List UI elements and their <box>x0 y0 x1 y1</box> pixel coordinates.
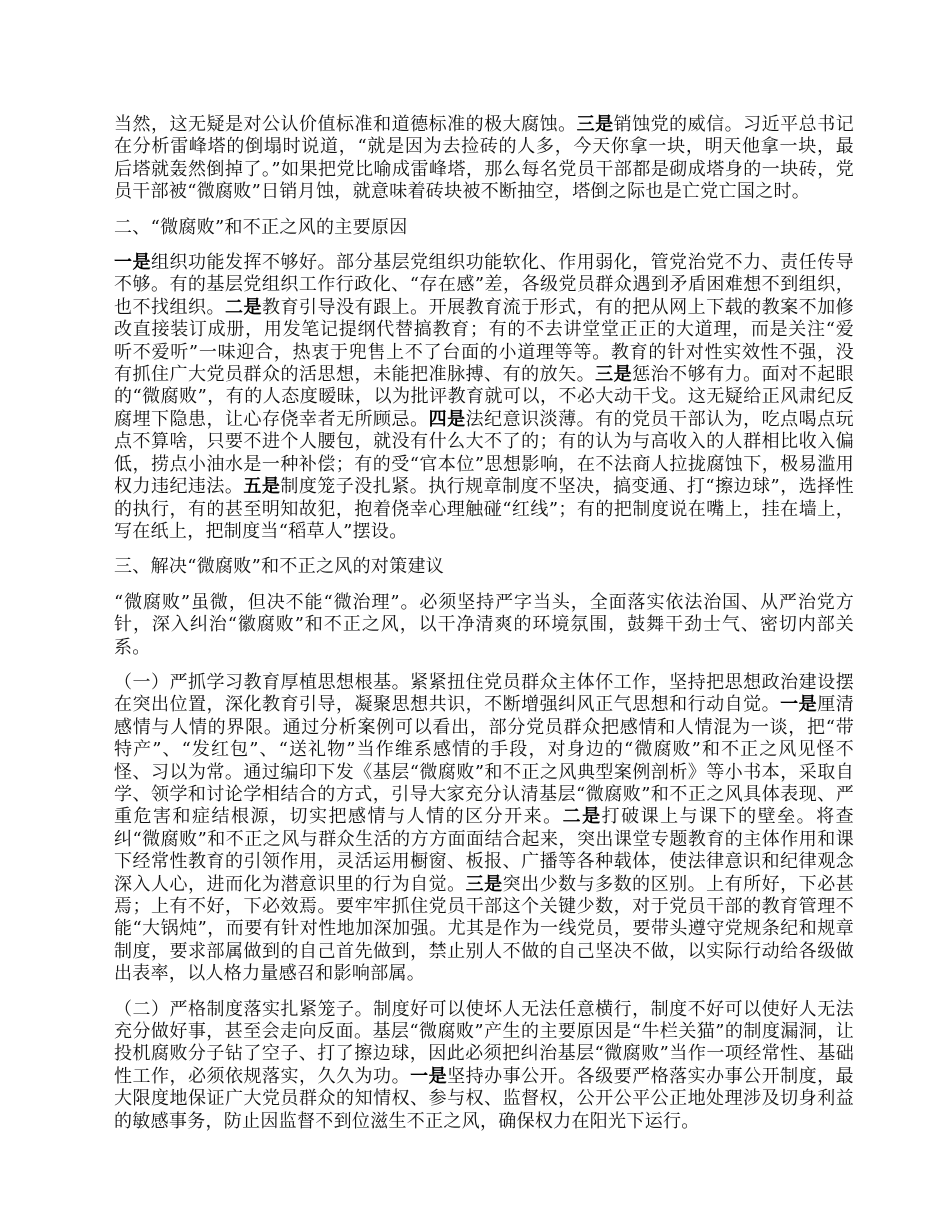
paragraph-countermeasures-intro <box>114 592 854 659</box>
bold-marker: 三是 <box>576 114 614 135</box>
text-run: 坚持办事公开。各级要严格落实办事公开制度，最大限度地保证广大党员群众的知情权、参与权、监督权，公开公平公正地处理涉及切身利益的敏感事务，防止因监督不到位滋生不正之风，确保权力在阳光下运行。 <box>114 1065 854 1132</box>
bold-marker: 一是 <box>114 252 152 274</box>
bold-marker: 五是 <box>243 476 281 498</box>
document-page <box>114 114 854 1146</box>
text-run: （一）严抓学习教育厚植思想根基。紧紧扭住党员群众主体伓工作，坚持把思想政治建设摆在突出位置，深化教育引导，凝聚思想共识，不断增强纠风正气思想和行动自觉。 <box>114 671 854 716</box>
bold-marker: 三是 <box>465 873 503 895</box>
section-heading-causes <box>114 217 854 239</box>
paragraph-education <box>114 672 854 986</box>
text-run: “微腐败”虽微，但决不能“微治理”。必须坚持严字当头，全面落实依法治国、从严治党方针，深入纠治“徽腐败”和不正之风，以干净清爽的环境氛围，鼓舞干劲士气、密切内部关系。 <box>114 591 854 658</box>
bold-marker: 二是 <box>562 806 602 828</box>
bold-marker: 二是 <box>225 296 263 318</box>
section-heading-countermeasures <box>114 556 854 578</box>
text-run: 销蚀党的威信。习近平总书记在分析雷峰塔的倒塌时说道，“就是因为去捡砖的人多，今天你拿一块，明天他拿一块，最后塔就轰然倒掉了。”如果把党比喻成雷峰塔，那么每名党员干部都是砌成塔身的一块砖，党员干部被“微腐败”日销月蚀，就意味着砖块被不断抽空，塔倒之际也是亡党亡国之时。 <box>114 114 854 203</box>
paragraph-intro-conclusion <box>114 114 854 204</box>
text-run: 打破课上与课下的壁垒。将查纠“微腐败”和不正之风与群众生活的方方面面结合起来，突出课堂专题教育的主体作用和课下经常性教育的引领作用，灵活运用橱窗、板报、广播等各种载体，使法律意识和纪律观念深入人心，进而化为潜意识里的行为自觉。 <box>114 806 854 895</box>
bold-marker: 三是 <box>595 364 633 386</box>
bold-marker: 四是 <box>428 408 466 430</box>
bold-marker: 一是 <box>410 1065 448 1087</box>
text-run: 组织功能发挥不够好。部分基层党组织功能软化、作用弱化，管党治党不力、责任传导不够。有的基层党组织工作行政化、“存在感”差，各级党员群众遇到矛盾困难想不到组织，也不找组织。 <box>114 252 854 318</box>
text-run: 当然，这无疑是对公认价值标准和道德标准的极大腐蚀。 <box>114 114 577 135</box>
paragraph-causes <box>114 252 854 543</box>
text-run: 教育引导没有跟上。开展教育流于形式，有的把从网上下载的教案不加修改直接装订成册，用发笔记提纲代替搞教育；有的不去讲堂堂正正的大道理，而是关注“爱听不爱听”一味迎合，热衷于兜售上不了台面的小道理等等。教育的针对性实效性不强，没有抓住广大党员群众的活思想，未能把准脉搏、有的放矢。 <box>114 296 854 386</box>
heading-text: 三、解决“微腐败”和不正之风的对策建议 <box>114 556 445 578</box>
heading-text: 二、“微腐败”和不正之风的主要原因 <box>114 216 408 238</box>
bold-marker: 一是 <box>780 694 818 716</box>
text-run: 突出少数与多数的区别。上有所好，下必甚焉；上有不好，下必效焉。要牢牢抓住党员干部这个关键少数，对于党员干部的教育管理不能“大锅炖”，而要有针对性地加深加强。尤其是作为一线党员，要带头遵守党规条纪和规章制度，要求部属做到的自己首先做到，禁止别人不做的自己坚决不做，以实际行动给各级做出表率，以人格力量感召和影响部属。 <box>114 873 854 985</box>
text-run: 制度笼子没扎紧。执行规章制度不坚决，搞变通、打“擦边球”，选择性的执行，有的甚至明知故犯，抱着侥幸心理触碰“红线”；有的把制度说在嘴上，挂在墙上，写在纸上，把制度当“稻草人”摆设。 <box>114 476 854 542</box>
text-run: 法纪意识淡薄。有的党员干部认为，吃点喝点玩点不算啥，只要不进个人腰包，就没有什么大不了的；有的认为与高收入的人群相比收入偏低，捞点小油水是一种补偿；有的受“官本位”思想影响，在不法商人拉拢腐蚀下，极易滥用权力违纪违法。 <box>114 408 854 498</box>
text-run: 厘清感情与人情的界限。通过分析案例可以看出，部分党员群众把感情和人情混为一谈，把“带特产”、“发红包”、“送礼物”当作维系感情的手段，对身边的“微腐败”和不正之风见怪不怪、习以为常。通过编印下发《基层“微腐败”和不正之风典型案例剖析》等小书本，采取自学、领学和讨论学相结合的方式，引导大家充分认清基层“微腐败”和不正之风具体表现、严重危害和症结根源，切实把感情与人情的区分开来。 <box>114 694 854 828</box>
text-run: （二）严格制度落实扎紧笼子。制度好可以使坏人无法任意横行，制度不好可以使好人无法充分做好事，甚至会走向反面。基层“微腐败”产生的主要原因是“牛栏关猫”的制度漏洞，让投机腐败分子钻了空子、打了擦边球，因此必须把纠治基层“微腐败”当作一项经常性、基础性工作，必须依规落实，久久为功。 <box>114 998 854 1087</box>
paragraph-institutions <box>114 999 854 1133</box>
text-run: 惩治不够有力。面对不起眼的“微腐败”，有的人态度暧昧，以为批评教育就可以，不必大动干戈。这无疑给正风肃纪反腐埋下隐患，让心存侥幸者无所顾忌。 <box>114 364 854 430</box>
